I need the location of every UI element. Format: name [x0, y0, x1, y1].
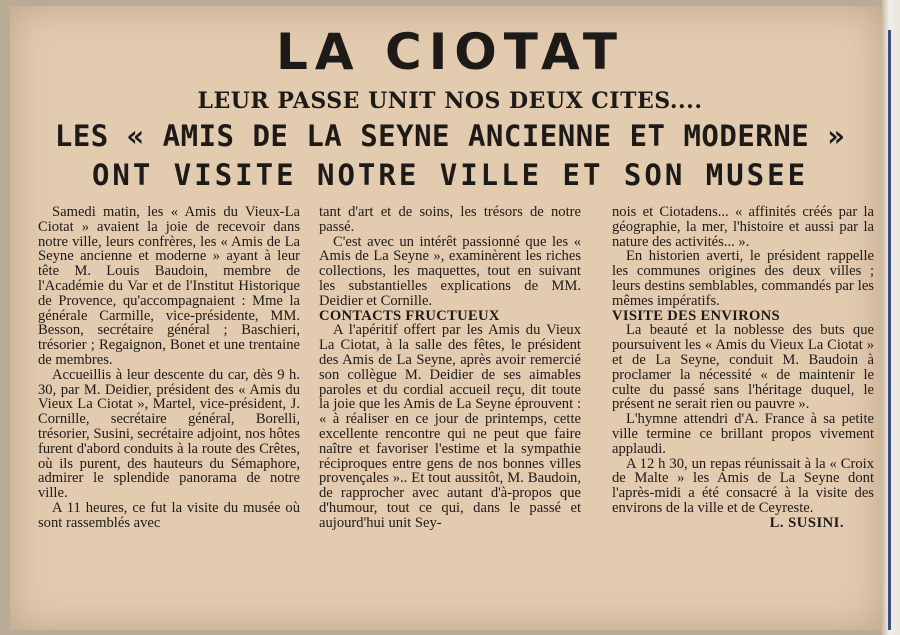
- article-column-2: [319, 205, 581, 531]
- masthead-title: LA CIOTAT: [276, 23, 624, 81]
- paragraph: A 12 h 30, un repas réunissait à la « Croix de Malte » les Amis de La Seyne dont l'après-midi a été consacré à la visite des environs de la ville et de Ceyreste.: [612, 455, 874, 516]
- paragraph: tant d'art et de soins, les trésors de notre passé.: [319, 204, 581, 235]
- paragraph: Samedi matin, les « Amis du Vieux-La Ciotat » avaient la joie de recevoir dans notre ville, leurs confrères, les « Amis de La Seyne ancienne et moderne » ayant à leur tête M. Louis Baudoin, membre de l'Académie du Var et de l'Institut Historique de Provence, qu'accompagnaient : Mme la générale Carmille, vice-présidente, MM. Besson, secrétaire général ; Baschieri, trésorier ; Regaignon, Bonet et une trentaine de membres.: [38, 204, 300, 368]
- author-signature: L. SUSINI.: [769, 514, 844, 531]
- paragraph: La beauté et la noblesse des buts que poursuivent les « Amis du Vieux La Ciotat » et de La Seyne, conduit M. Baudoin à proclamer la nécessité « de maintenir le culte du passé sans l'héritage duquel, le présent ne serait rien ou pauvre ».: [612, 322, 874, 413]
- article-column-1: [38, 205, 300, 531]
- section-heading-visite: VISITE DES ENVIRONS: [612, 307, 780, 324]
- paragraph: nois et Ciotadens... « affinités créés par la géographie, la mer, l'histoire et aussi par la nature des activités... ».: [612, 204, 874, 250]
- headline-line-1: LES « AMIS DE LA SEYNE ANCIENNE ET MODERNE »: [54, 119, 846, 153]
- article-column-3: [612, 205, 874, 531]
- paragraph: C'est avec un intérêt passionné que les « Amis de La Seyne », examinèrent les riches collections, les maquettes, tout en suivant les substantielles explications de MM. Deidier et Cornille.: [319, 233, 581, 309]
- paragraph: L'hymne attendri d'A. France à sa petite ville termine ce brillant propos vivement applaudi.: [612, 411, 874, 457]
- headline-kicker: LEUR PASSE UNIT NOS DEUX CITES....: [197, 88, 703, 114]
- paragraph: A l'apéritif offert par les Amis du Vieux La Ciotat, à la salle des fêtes, le président des Amis de La Seyne, après avoir remercié son collègue M. Deidier de ses aimables paroles et du cordial accueil reçu, dit toute la joie que les Amis de La Seyne éprouvent : « à réaliser en ce jour de printemps, cette excellente rencontre qui ne peut que faire naître et favoriser l'estime et la sympathie réciproques entre gens de nos bonnes villes provençales ».. Et tout aussitôt, M. Baudoin, de rapprocher avec autant d'à-propos que d'humour, tout ce qui, dans le passé et aujourd'hui unit Sey-: [319, 322, 581, 531]
- paragraph: Accueillis à leur descente du car, dès 9 h. 30, par M. Deidier, président des « Amis du Vieux La Ciotat », Martel, vice-président, J. Cornille, secrétaire général, Borelli, trésorier, Susini, secrétaire adjoint, nos hôtes furent d'abord conduits à la route des Crêtes, où ils purent, des hauteurs du Sémaphore, admirer le splendide panorama de notre ville.: [38, 366, 300, 502]
- section-heading-contacts: CONTACTS FRUCTUEUX: [319, 307, 500, 324]
- headline-line-2: ONT VISITE NOTRE VILLE ET SON MUSEE: [91, 158, 809, 192]
- paragraph: En historien averti, le président rappelle les communes origines des deux villes ; leurs destins semblables, commandés par les mêmes impératifs.: [612, 248, 874, 309]
- paragraph: A 11 heures, ce fut la visite du musée où sont rassemblés avec: [38, 499, 300, 531]
